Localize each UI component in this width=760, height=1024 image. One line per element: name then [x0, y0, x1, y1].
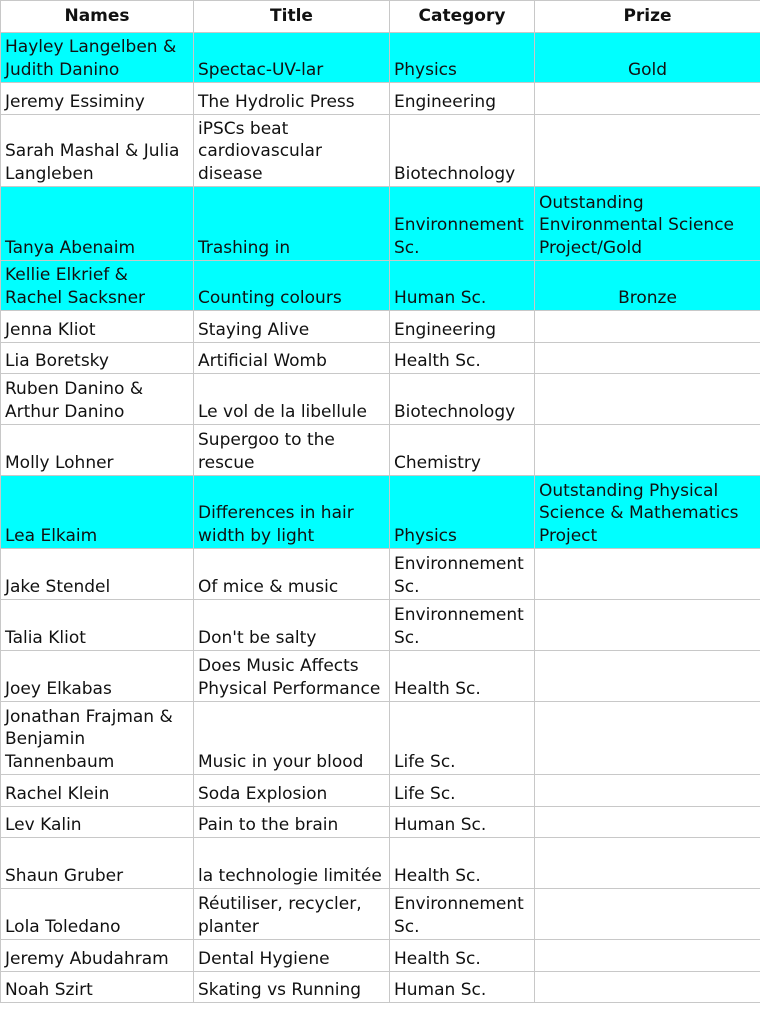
cell-names: Jonathan Frajman & Benjamin Tannenbaum [1, 702, 194, 775]
cell-category: Physics [390, 476, 535, 549]
cell-prize [535, 311, 760, 343]
cell-prize [535, 889, 760, 940]
cell-category: Biotechnology [390, 115, 535, 187]
cell-title: Does Music Affects Physical Performance [194, 651, 390, 702]
header-title: Title [194, 1, 390, 33]
cell-category: Health Sc. [390, 940, 535, 972]
cell-prize [535, 425, 760, 476]
header-prize: Prize [535, 1, 760, 33]
table-row [1, 311, 760, 343]
cell-title: Dental Hygiene [194, 940, 390, 972]
cell-prize [535, 549, 760, 600]
cell-names: Molly Lohner [1, 425, 194, 476]
cell-names: Noah Szirt [1, 972, 194, 1003]
table-row [1, 343, 760, 374]
table-row [1, 476, 760, 549]
cell-names: Jake Stendel [1, 549, 194, 600]
cell-prize [535, 83, 760, 115]
table-row [1, 775, 760, 807]
cell-category: Environnement Sc. [390, 600, 535, 651]
table-row [1, 807, 760, 838]
table-row [1, 374, 760, 425]
cell-category: Life Sc. [390, 775, 535, 807]
table-row [1, 33, 760, 83]
cell-title: Music in your blood [194, 702, 390, 775]
cell-names: Tanya Abenaim [1, 187, 194, 261]
cell-category: Health Sc. [390, 343, 535, 374]
cell-names: Hayley Langelben & Judith Danino [1, 33, 194, 83]
cell-prize [535, 940, 760, 972]
cell-title: Réutiliser, recycler, planter [194, 889, 390, 940]
cell-title: Staying Alive [194, 311, 390, 343]
cell-category: Environnement Sc. [390, 187, 535, 261]
cell-names: Joey Elkabas [1, 651, 194, 702]
cell-title: Differences in hair width by light [194, 476, 390, 549]
table-row [1, 702, 760, 775]
cell-prize: Outstanding Environmental Science Project/Gold [535, 187, 760, 261]
table-row [1, 425, 760, 476]
header-category: Category [390, 1, 535, 33]
cell-names: Jenna Kliot [1, 311, 194, 343]
cell-category: Environnement Sc. [390, 889, 535, 940]
cell-names: Lev Kalin [1, 807, 194, 838]
table-row [1, 115, 760, 187]
cell-category: Human Sc. [390, 807, 535, 838]
table-row [1, 838, 760, 889]
cell-prize [535, 702, 760, 775]
cell-names: Rachel Klein [1, 775, 194, 807]
cell-prize [535, 115, 760, 187]
cell-prize [535, 651, 760, 702]
table-row [1, 940, 760, 972]
cell-category: Biotechnology [390, 374, 535, 425]
cell-title: Artificial Womb [194, 343, 390, 374]
cell-title: iPSCs beat cardiovascular disease [194, 115, 390, 187]
cell-category: Chemistry [390, 425, 535, 476]
cell-prize [535, 972, 760, 1003]
header-row [1, 1, 760, 33]
cell-names: Ruben Danino & Arthur Danino [1, 374, 194, 425]
cell-title: Pain to the brain [194, 807, 390, 838]
cell-title: Le vol de la libellule [194, 374, 390, 425]
table-row [1, 187, 760, 261]
cell-category: Life Sc. [390, 702, 535, 775]
cell-title: Soda Explosion [194, 775, 390, 807]
cell-category: Engineering [390, 311, 535, 343]
cell-prize: Gold [535, 33, 760, 83]
cell-prize: Bronze [535, 261, 760, 311]
cell-prize: Outstanding Physical Science & Mathematics Project [535, 476, 760, 549]
cell-title: la technologie limitée [194, 838, 390, 889]
table-row [1, 889, 760, 940]
cell-prize [535, 807, 760, 838]
table-row [1, 261, 760, 311]
cell-category: Human Sc. [390, 261, 535, 311]
cell-title: The Hydrolic Press [194, 83, 390, 115]
table-row [1, 83, 760, 115]
cell-category: Engineering [390, 83, 535, 115]
cell-prize [535, 838, 760, 889]
cell-prize [535, 600, 760, 651]
table-row [1, 549, 760, 600]
cell-title: Counting colours [194, 261, 390, 311]
cell-category: Health Sc. [390, 651, 535, 702]
cell-prize [535, 343, 760, 374]
cell-names: Lola Toledano [1, 889, 194, 940]
cell-names: Jeremy Abudahram [1, 940, 194, 972]
header-names: Names [1, 1, 194, 33]
table-row [1, 651, 760, 702]
cell-title: Of mice & music [194, 549, 390, 600]
cell-category: Health Sc. [390, 838, 535, 889]
cell-category: Environnement Sc. [390, 549, 535, 600]
cell-names: Talia Kliot [1, 600, 194, 651]
cell-category: Physics [390, 33, 535, 83]
cell-names: Kellie Elkrief & Rachel Sacksner [1, 261, 194, 311]
cell-prize [535, 775, 760, 807]
cell-title: Trashing in [194, 187, 390, 261]
table-row [1, 600, 760, 651]
cell-names: Lea Elkaim [1, 476, 194, 549]
cell-title: Skating vs Running [194, 972, 390, 1003]
cell-prize [535, 374, 760, 425]
cell-category: Human Sc. [390, 972, 535, 1003]
cell-title: Supergoo to the rescue [194, 425, 390, 476]
cell-names: Jeremy Essiminy [1, 83, 194, 115]
cell-names: Sarah Mashal & Julia Langleben [1, 115, 194, 187]
cell-title: Don't be salty [194, 600, 390, 651]
cell-title: Spectac-UV-lar [194, 33, 390, 83]
table-body [1, 33, 760, 1003]
table-row [1, 972, 760, 1003]
cell-names: Lia Boretsky [1, 343, 194, 374]
cell-names: Shaun Gruber [1, 838, 194, 889]
